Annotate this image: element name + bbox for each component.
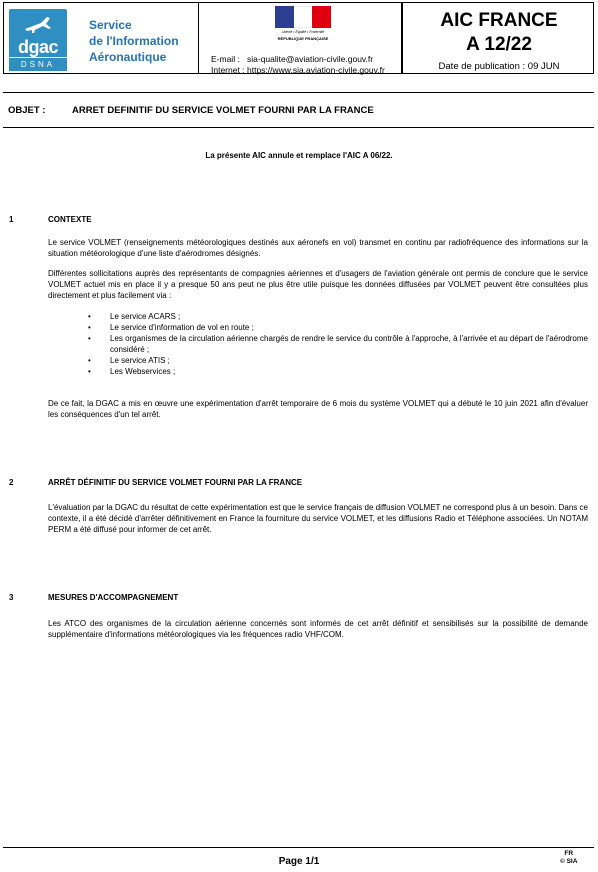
- list-item-text: Le service ATIS ;: [110, 356, 170, 365]
- bullet-icon: •: [88, 367, 91, 376]
- section-3-title: MESURES D'ACCOMPAGNEMENT: [48, 593, 179, 602]
- dgac-logo: [9, 9, 67, 71]
- publication-date: Date de publication : 09 JUN: [438, 61, 560, 72]
- divider: [3, 127, 594, 128]
- dgac-wordmark: dgac: [17, 37, 58, 57]
- list-item: [84, 322, 588, 333]
- plane-icon: [23, 15, 53, 35]
- section-2-number: 2: [9, 478, 14, 487]
- bullet-icon: •: [88, 334, 91, 343]
- website-link[interactable]: https://www.sia.aviation-civile.gouv.fr: [247, 65, 385, 75]
- section-3-number: 3: [9, 593, 14, 602]
- bullet-icon: •: [88, 356, 91, 365]
- header-aic-block: [402, 2, 594, 74]
- republique-label: RÉPUBLIQUE FRANÇAISE: [277, 36, 329, 41]
- devise: Liberté • Égalité • Fraternité: [281, 30, 325, 34]
- footer-mark: [560, 850, 577, 866]
- list-item: [84, 366, 588, 377]
- republique-francaise-logo: [275, 6, 331, 44]
- section-1-number: 1: [9, 215, 14, 224]
- footer-divider: [3, 847, 594, 848]
- email-label: E-mail :: [211, 54, 240, 64]
- list-item: [84, 333, 588, 355]
- divider: [3, 92, 594, 93]
- section-1-bullet-list: [84, 311, 588, 377]
- aic-title: AIC FRANCE: [440, 10, 558, 31]
- footer-sia: © SIA: [560, 858, 578, 865]
- section-2-title: ARRÊT DÉFINITIF DU SERVICE VOLMET FOURNI PAR LA FRANCE: [48, 478, 303, 487]
- list-item-text: Le service ACARS ;: [110, 312, 181, 321]
- bullet-icon: •: [88, 323, 91, 332]
- aic-number: A 12/22: [466, 34, 532, 55]
- list-item: [84, 311, 588, 322]
- sia-title-line-2: de l'Information: [89, 34, 179, 48]
- section-1-title: CONTEXTE: [48, 215, 92, 224]
- internet-label: Internet :: [211, 65, 245, 75]
- footer-fr: FR: [564, 850, 574, 857]
- sia-title-line-3: Aéronautique: [89, 50, 167, 64]
- dsna-band: DSNA: [9, 57, 67, 71]
- section-1-paragraph-2: Différentes sollicitations auprès des représentants de compagnies aériennes et d'usagers de l'aviation générale ont permis de conclure que le service VOLMET actuel mis en place il y a presque 50 ans peut ne plus être utile puisque les données diffusées par VOLMET peuvent être consultées plus directement et plus facilement via :: [48, 269, 588, 300]
- section-2-paragraph-1: L'évaluation par la DGAC du résultat de cette expérimentation est que le service français de diffusion VOLMET ne correspond plus à un besoin. Dans ce contexte, il a été décidé d'arrêter définitivement en France la fourniture du service VOLMET, et les diffusions Radio et Téléphone associées. Un NOTAM PERM a été diffusé pour informer de cet arrêt.: [48, 503, 588, 534]
- french-flag-icon: [275, 6, 331, 28]
- objet-text: ARRET DEFINITIF DU SERVICE VOLMET FOURNI PAR LA FRANCE: [72, 105, 374, 116]
- list-item-text: Les organismes de la circulation aérienne chargés de rendre le service du contrôle à l'approche, à l'arrivée et au départ de l'aérodrome considéré ;: [110, 334, 588, 354]
- section-3-paragraph-1: Les ATCO des organismes de la circulation aérienne concernés sont informés de cet arrêt définitif et sensibilisés sur la possibilité de demande supplémentaire d'informations météorologiques via les fréquences radio VHF/COM.: [48, 619, 588, 639]
- header-contact-block: [199, 2, 402, 74]
- bullet-icon: •: [88, 312, 91, 321]
- section-1-paragraph-1: Le service VOLMET (renseignements météorologiques destinés aux aéronefs en vol) transmet en continu par radiofréquence des informations sur la situation météorologique d'une liste d'aérodromes désignés.: [48, 238, 588, 258]
- list-item: [84, 355, 588, 366]
- list-item-text: Les Webservices ;: [110, 367, 176, 376]
- sia-title-line-1: Service: [89, 18, 132, 32]
- contact-info: [211, 54, 385, 76]
- page-number: Page 1/1: [278, 856, 320, 867]
- document-header: [3, 2, 594, 76]
- sia-title: [89, 17, 179, 65]
- list-item-text: Le service d'information de vol en route ;: [110, 323, 254, 332]
- section-1-paragraph-3: De ce fait, la DGAC a mis en œuvre une expérimentation d'arrêt temporaire de 6 mois du système VOLMET qui a débuté le 10 juin 2021 afin d'évaluer les conséquences d'un tel arrêt.: [48, 399, 588, 419]
- email-link[interactable]: sia-qualite@aviation-civile.gouv.fr: [247, 54, 374, 64]
- header-sia-block: [3, 2, 199, 74]
- annule-notice: La présente AIC annule et remplace l'AIC A 06/22.: [205, 151, 393, 160]
- objet-label: OBJET :: [8, 105, 46, 116]
